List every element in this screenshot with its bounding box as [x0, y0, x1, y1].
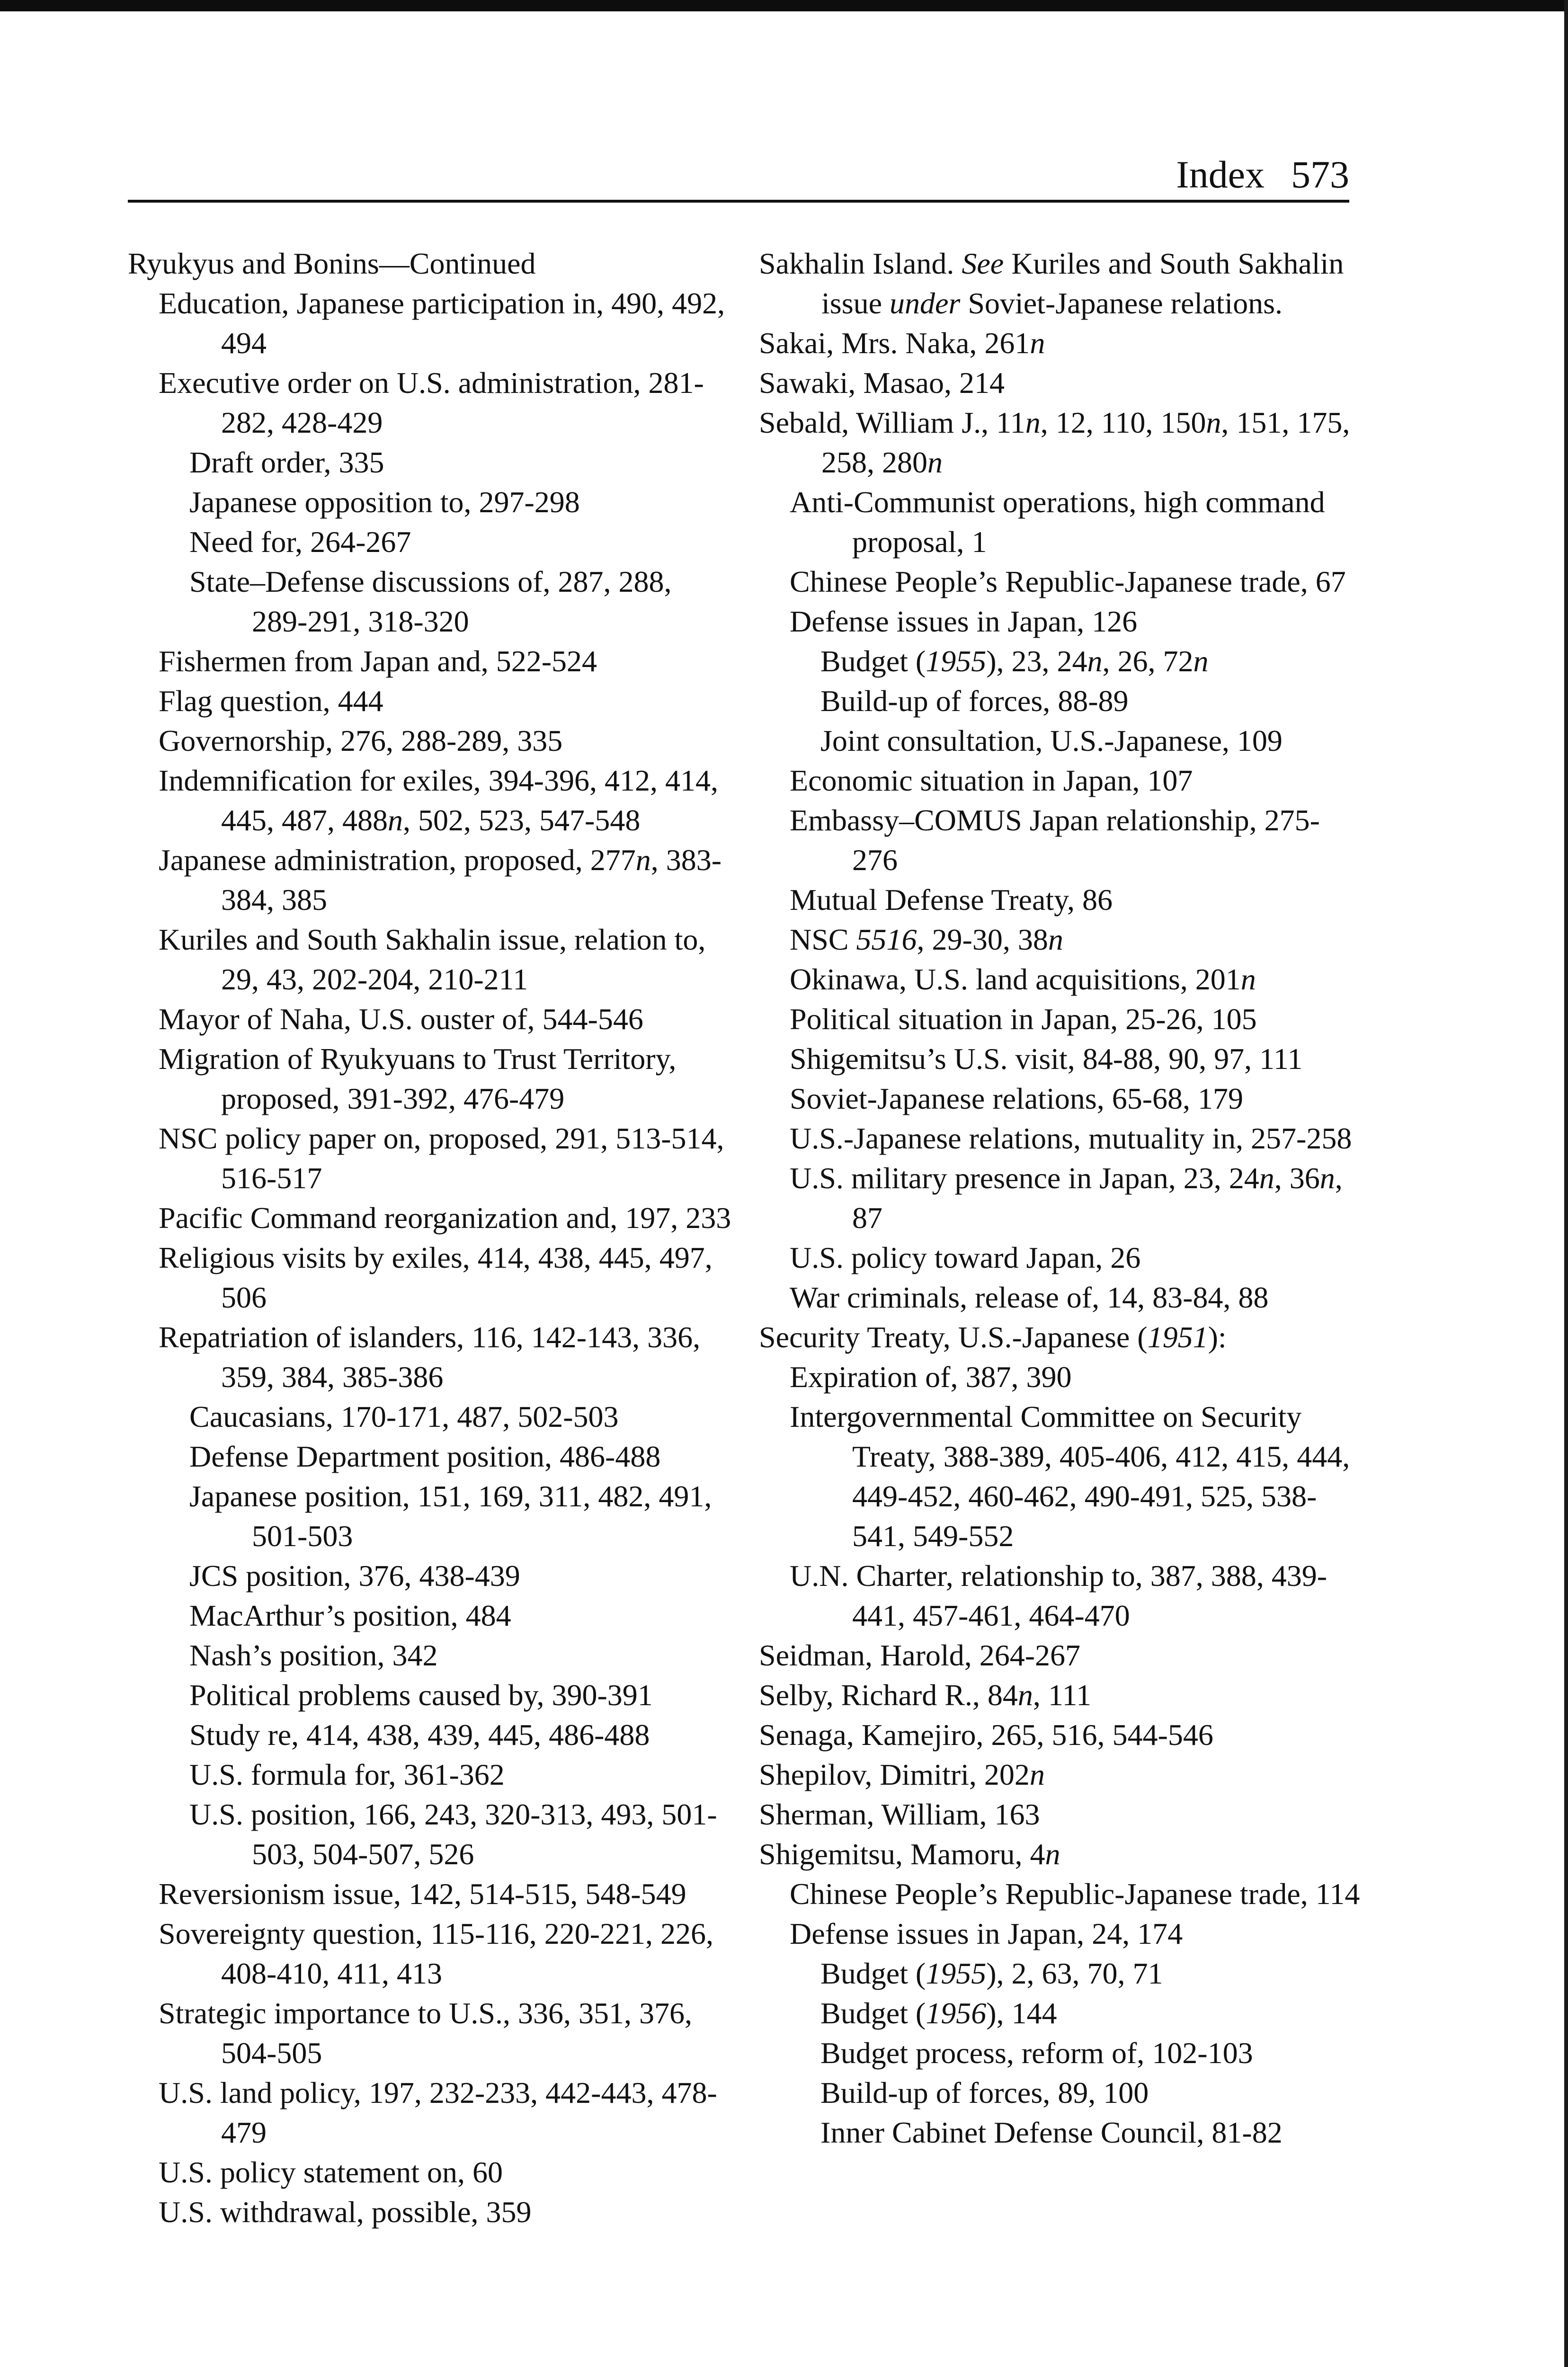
index-entry: Embassy–COMUS Japan relationship, 275-276	[790, 803, 1320, 877]
index-entry: Shigemitsu, Mamoru, 4n	[759, 1837, 1060, 1871]
index-entry: Shigemitsu’s U.S. visit, 84-88, 90, 97, 111	[790, 1042, 1303, 1076]
index-entry: Pacific Command reorganization and, 197, 233	[159, 1201, 731, 1235]
index-entry: U.S. policy statement on, 60	[159, 2155, 503, 2189]
index-entry: Defense Department position, 486-488	[189, 1440, 661, 1473]
page-number: 573	[1291, 153, 1349, 196]
index-entry: Joint consultation, U.S.-Japanese, 109	[820, 724, 1283, 757]
index-entry: Sovereignty question, 115-116, 220-221, 226, 408-410, 411, 413	[159, 1917, 714, 1990]
index-entry: Build-up of forces, 89, 100	[820, 2076, 1149, 2109]
index-entry: Migration of Ryukyuans to Trust Territory, proposed, 391-392, 476-479	[159, 1042, 677, 1115]
index-entry: NSC 5516, 29-30, 38n	[790, 923, 1063, 956]
index-entry: Caucasians, 170-171, 487, 502-503	[189, 1400, 619, 1433]
index-entry: Defense issues in Japan, 24, 174	[790, 1917, 1183, 1950]
index-entry: Okinawa, U.S. land acquisitions, 201n	[790, 962, 1256, 996]
index-entry: Budget (1955), 2, 63, 70, 71	[820, 1957, 1163, 1990]
index-entry: U.S.-Japanese relations, mutuality in, 257-258	[790, 1121, 1352, 1155]
index-entry: U.S. position, 166, 243, 320-313, 493, 501-503, 504-507, 526	[189, 1797, 717, 1871]
index-entry: Economic situation in Japan, 107	[790, 764, 1193, 797]
index-entry: Governorship, 276, 288-289, 335	[159, 724, 563, 757]
index-entry: Japanese administration, proposed, 277n, 383-384, 385	[159, 843, 722, 917]
index-entry: MacArthur’s position, 484	[189, 1599, 511, 1632]
index-entry: Chinese People’s Republic-Japanese trade, 67	[790, 565, 1346, 598]
index-entry: Budget (1956), 144	[820, 1996, 1057, 2030]
index-entry: Repatriation of islanders, 116, 142-143, 336, 359, 384, 385-386	[159, 1320, 701, 1394]
index-entry: Nash’s position, 342	[189, 1638, 438, 1672]
index-entry: Political problems caused by, 390-391	[189, 1678, 653, 1712]
index-entry: Religious visits by exiles, 414, 438, 445, 497, 506	[159, 1241, 713, 1314]
index-entry: Mayor of Naha, U.S. ouster of, 544-546	[159, 1002, 643, 1036]
header-label	[1176, 152, 1349, 197]
index-entry: Sakai, Mrs. Naka, 261n	[759, 326, 1045, 360]
index-column-left	[128, 244, 734, 2232]
index-entry: Fishermen from Japan and, 522-524	[159, 644, 597, 678]
index-entry: Political situation in Japan, 25-26, 105	[790, 1002, 1257, 1036]
index-entry: JCS position, 376, 438-439	[189, 1559, 520, 1593]
index-entry: Chinese People’s Republic-Japanese trade, 114	[790, 1877, 1360, 1911]
index-entry: Sakhalin Island. See Kuriles and South Sakhalin issue under Soviet-Japanese relations.	[759, 247, 1344, 320]
index-entry: Education, Japanese participation in, 490, 492, 494	[159, 286, 725, 360]
index-entry: Defense issues in Japan, 126	[790, 605, 1138, 638]
index-entry: Indemnification for exiles, 394-396, 412, 414, 445, 487, 488n, 502, 523, 547-548	[159, 764, 718, 837]
index-column-right	[759, 244, 1365, 2153]
index-entry: Flag question, 444	[159, 684, 383, 718]
index-entry: Reversionism issue, 142, 514-515, 548-549	[159, 1877, 686, 1911]
index-entry: Kuriles and South Sakhalin issue, relation to, 29, 43, 202-204, 210-211	[159, 923, 706, 996]
index-entry: Anti-Communist operations, high command proposal, 1	[790, 485, 1325, 559]
index-entry: Japanese opposition to, 297-298	[189, 485, 580, 519]
index-entry: Strategic importance to U.S., 336, 351, 376, 504-505	[159, 1996, 692, 2070]
index-entry: Intergovernmental Committee on Security Treaty, 388-389, 405-406, 412, 415, 444, 449-452, 460-462, 490-491, 525, 538-541, 549-552	[790, 1400, 1350, 1553]
index-entry: Study re, 414, 438, 439, 445, 486-488	[189, 1718, 650, 1752]
page-top-edge	[0, 0, 1568, 11]
index-entry: State–Defense discussions of, 287, 288, 289-291, 318-320	[189, 565, 672, 638]
index-entry: Expiration of, 387, 390	[790, 1360, 1072, 1394]
index-entry: Executive order on U.S. administration, 281-282, 428-429	[159, 366, 704, 439]
index-entry: War criminals, release of, 14, 83-84, 88	[790, 1281, 1269, 1314]
index-entry: U.S. land policy, 197, 232-233, 442-443, 478-479	[159, 2076, 717, 2149]
index-entry: Selby, Richard R., 84n, 111	[759, 1678, 1092, 1712]
index-entry: Budget process, reform of, 102-103	[820, 2036, 1253, 2070]
index-entry: Sherman, William, 163	[759, 1797, 1040, 1831]
index-entry: Draft order, 335	[189, 445, 384, 479]
page-right-edge	[1564, 0, 1568, 2367]
index-entry: Ryukyus and Bonins—Continued	[128, 247, 536, 280]
index-entry: Senaga, Kamejiro, 265, 516, 544-546	[759, 1718, 1213, 1752]
index-entry: U.S. military presence in Japan, 23, 24n, 36n, 87	[790, 1161, 1343, 1235]
index-entry: Seidman, Harold, 264-267	[759, 1638, 1080, 1672]
index-entry: U.S. policy toward Japan, 26	[790, 1241, 1141, 1274]
index-entry: U.S. formula for, 361-362	[189, 1758, 505, 1791]
running-header	[128, 142, 1349, 203]
index-entry: NSC policy paper on, proposed, 291, 513-514, 516-517	[159, 1121, 724, 1195]
index-entry: Inner Cabinet Defense Council, 81-82	[820, 2116, 1283, 2149]
index-entry: Sebald, William J., 11n, 12, 110, 150n, 151, 175, 258, 280n	[759, 406, 1350, 479]
index-entry: U.N. Charter, relationship to, 387, 388, 439-441, 457-461, 464-470	[790, 1559, 1327, 1632]
index-entry: Sawaki, Masao, 214	[759, 366, 1005, 400]
index-entry: Security Treaty, U.S.-Japanese (1951):	[759, 1320, 1227, 1354]
index-entry: Need for, 264-267	[189, 525, 411, 559]
index-entry: Japanese position, 151, 169, 311, 482, 491, 501-503	[189, 1479, 712, 1553]
index-entry: Build-up of forces, 88-89	[820, 684, 1129, 718]
index-entry: Budget (1955), 23, 24n, 26, 72n	[820, 644, 1209, 678]
index-entry: U.S. withdrawal, possible, 359	[159, 2195, 532, 2229]
index-entry: Soviet-Japanese relations, 65-68, 179	[790, 1082, 1243, 1115]
header-title: Index	[1176, 153, 1265, 196]
index-entry: Shepilov, Dimitri, 202n	[759, 1758, 1045, 1791]
index-entry: Mutual Defense Treaty, 86	[790, 883, 1113, 917]
